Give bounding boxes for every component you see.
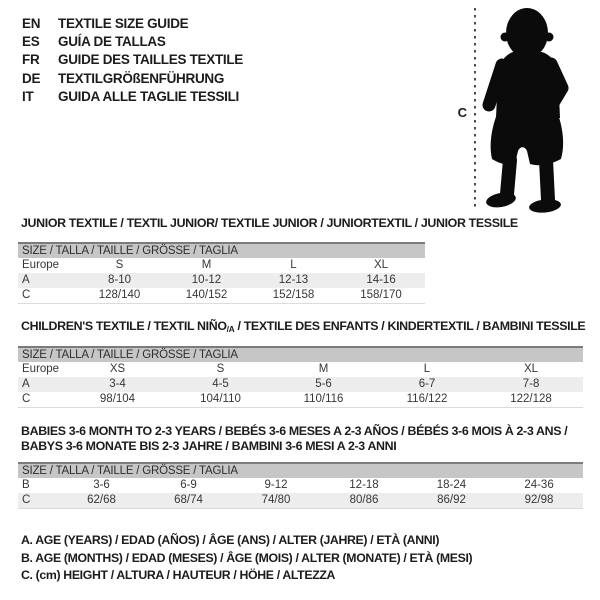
title-line-2: BABYS 3-6 MONATE BIS 2-3 JAHRE / BAMBINI 3-6 MESI A 2-3 ANNI: [21, 439, 397, 453]
cell: 4-5: [212, 378, 229, 390]
baby-silhouette-icon: [485, 8, 563, 214]
cell: 140/152: [185, 289, 228, 301]
cell: 74/80: [261, 494, 291, 506]
table-header-row: [18, 347, 583, 362]
head-shape: [506, 8, 548, 58]
row-label: Europe: [22, 363, 60, 375]
height-label: C: [457, 105, 467, 120]
note-height: C. (cm) HEIGHT / ALTURA / HAUTEUR / HÖHE / ALTEZZA: [21, 568, 336, 583]
table-row: [18, 362, 583, 377]
cell: 7-8: [522, 378, 540, 390]
junior-size-table: [18, 242, 425, 304]
row-label: A: [22, 274, 30, 286]
leg-shape: [546, 160, 548, 200]
cell: 98/104: [99, 393, 136, 405]
babies-size-table: [18, 462, 583, 509]
cell: 110/116: [303, 393, 344, 405]
cell: 6-7: [418, 378, 436, 390]
cell: 122/128: [510, 393, 552, 405]
cell: S: [216, 363, 225, 375]
title-text: / TEXTILE DES ENFANTS / KINDERTEXTIL / BAMBINI TESSILE: [234, 319, 586, 333]
cell: L: [423, 363, 431, 375]
cell: L: [290, 259, 297, 271]
language-code: DE: [22, 70, 41, 86]
row-label: C: [22, 393, 31, 405]
list-item: [22, 69, 243, 87]
legend-notes: [21, 532, 472, 585]
language-title: GUIDE DES TAILLES TEXTILE: [58, 52, 244, 68]
cell: 3-6: [93, 479, 110, 491]
title-line-1: BABIES 3-6 MONTH TO 2-3 YEARS / BEBÉS 3-6 MESES A 2-3 AÑOS / BÉBÉS 3-6 MOIS À 2-3 ANS /: [21, 424, 568, 438]
table-row: [18, 377, 583, 392]
language-code: ES: [22, 34, 40, 50]
cell: M: [318, 363, 329, 375]
cell: 10-12: [191, 274, 222, 286]
note-age-months: B. AGE (MONTHS) / EDAD (MESES) / ÂGE (MOIS) / ALTER (MONATE) / ETÀ (MESI): [21, 550, 473, 565]
cell: 62/68: [87, 494, 116, 506]
cell: 152/158: [272, 289, 315, 301]
cell: 6-9: [180, 479, 197, 491]
cell: 128/140: [98, 289, 141, 301]
table-row: [18, 493, 583, 509]
row-label: B: [22, 479, 30, 491]
size-header-band: SIZE / TALLA / TAILLE / GRÖSSE / TAGLIA: [18, 463, 583, 478]
language-code: IT: [22, 89, 34, 105]
cell: 5-6: [315, 378, 332, 390]
language-code: EN: [22, 15, 41, 31]
language-list: [22, 14, 243, 106]
language-code: FR: [22, 52, 40, 68]
leg-shape: [507, 160, 510, 194]
cell: 104/110: [200, 393, 241, 405]
cell: 9-12: [264, 479, 288, 491]
table-row: [18, 258, 425, 273]
row-label: C: [22, 494, 31, 506]
language-title: GUIDA ALLE TAGLIE TESSILI: [58, 89, 239, 105]
size-header-band: SIZE / TALLA / TAILLE / GRÖSSE / TAGLIA: [18, 243, 425, 258]
section-title-babies: [21, 424, 567, 454]
language-title: TEXTILGRÖßENFÜHRUNG: [58, 70, 225, 86]
cell: 68/74: [174, 494, 203, 506]
language-title: GUÍA DE TALLAS: [58, 34, 166, 50]
list-item: [22, 14, 243, 32]
size-header-band: SIZE / TALLA / TAILLE / GRÖSSE / TAGLIA: [18, 347, 583, 362]
cell: S: [115, 259, 124, 271]
cell: 18-24: [436, 479, 467, 491]
cell: 158/170: [360, 289, 402, 301]
list-item: [22, 51, 243, 69]
table-row: [18, 273, 425, 288]
cell: 24-36: [524, 479, 554, 491]
cell: 86/92: [437, 494, 466, 506]
cell: XS: [109, 363, 126, 375]
cell: 116/122: [406, 393, 448, 405]
table-row: [18, 478, 583, 493]
height-measure-figure: [450, 0, 600, 220]
cell: 14-16: [366, 274, 396, 286]
section-title-junior: JUNIOR TEXTILE / TEXTIL JUNIOR/ TEXTILE JUNIOR / JUNIORTEXTIL / JUNIOR TESSILE: [21, 216, 518, 230]
table-header-row: [18, 463, 583, 478]
children-size-table: [18, 346, 583, 408]
cell: XL: [523, 363, 539, 375]
row-label: C: [22, 289, 31, 301]
cell: XL: [373, 259, 389, 271]
note-age-years: A. AGE (YEARS) / EDAD (AÑOS) / ÂGE (ANS) / ALTER (JAHRE) / ETÀ (ANNI): [21, 533, 440, 547]
row-label: A: [22, 378, 30, 390]
title-subscript: /A: [226, 324, 235, 334]
language-title: TEXTILE SIZE GUIDE: [58, 15, 189, 31]
table-header-row: [18, 243, 425, 258]
list-item: [22, 88, 243, 106]
table-row: [18, 288, 425, 304]
cell: 80/86: [349, 494, 379, 506]
cell: 92/98: [524, 494, 554, 506]
foot-shape: [528, 198, 561, 214]
cell: 3-4: [109, 378, 126, 390]
ear-shape: [501, 33, 510, 42]
table-row: [18, 392, 583, 408]
cell: 8-10: [107, 274, 132, 286]
cell: M: [201, 259, 212, 271]
list-item: [22, 32, 243, 50]
section-title-children: [21, 319, 585, 337]
title-text: CHILDREN'S TEXTILE / TEXTIL NIÑO: [21, 319, 227, 333]
ear-shape: [545, 33, 554, 42]
cell: 12-13: [278, 274, 309, 286]
row-label: Europe: [22, 259, 60, 271]
cell: 12-18: [349, 479, 379, 491]
